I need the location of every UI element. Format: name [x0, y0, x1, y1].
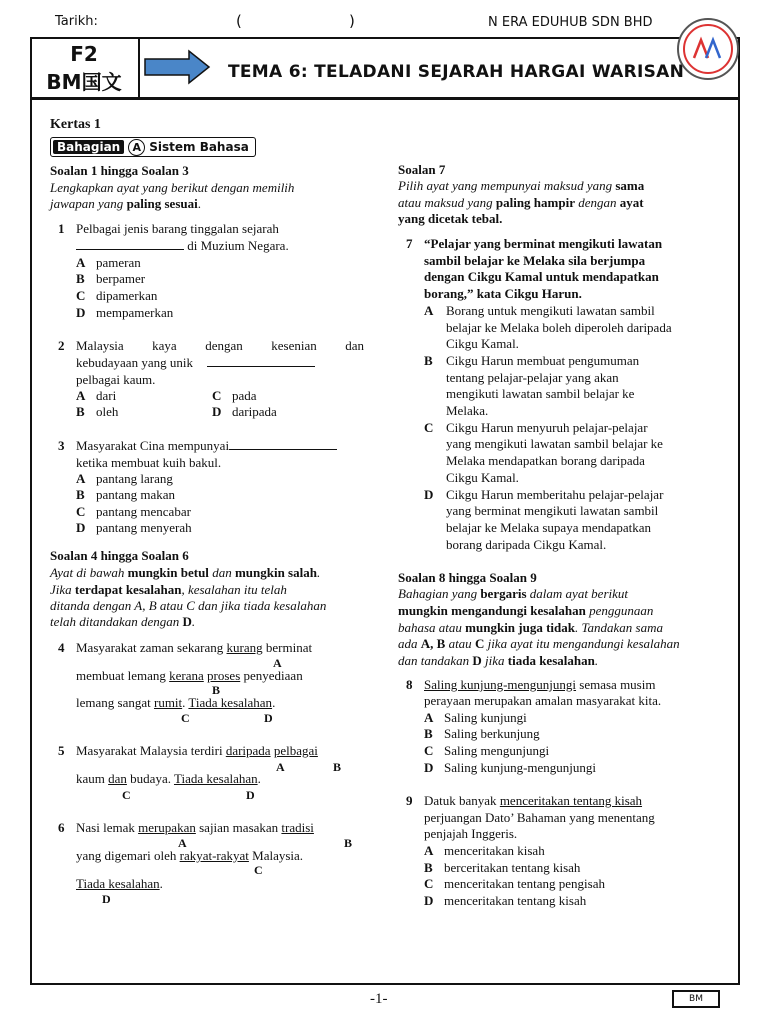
q1-option-b[interactable]: B berpamer	[76, 271, 146, 286]
q1-line2: di Muzium Negara.	[76, 238, 289, 254]
q3-option-c[interactable]: C pantang mencabar	[76, 504, 191, 519]
s1-heading: Soalan 1 hingga Soalan 3	[50, 163, 189, 178]
q3-line1: Masyarakat Cina mempunyai	[76, 438, 337, 454]
date-label: Tarikh:	[55, 14, 98, 29]
q5-mark-d: D	[246, 788, 255, 802]
q7-stem-2: sambil belajar ke Melaka sila berjumpa	[424, 253, 646, 268]
q9-option-d[interactable]: D menceritakan tentang kisah	[424, 893, 587, 908]
q1-line1: Pelbagai jenis barang tinggalan sejarah	[76, 221, 279, 236]
q8-option-b[interactable]: B Saling berkunjung	[424, 726, 540, 741]
q5-line2: kaum dan budaya. Tiada kesalahan.	[76, 771, 261, 786]
answer-blank[interactable]	[229, 438, 337, 450]
bahagian-badge	[50, 137, 256, 157]
s4-heading: Soalan 4 hingga Soalan 6	[50, 548, 189, 563]
q6-line2: yang digemari oleh rakyat-rakyat Malaysia.	[76, 848, 304, 863]
page-title: TEMA 6: TELADANI SEJARAH HARGAI WARISAN	[228, 62, 685, 82]
q9-number: 9	[406, 793, 413, 808]
paren-open: (	[236, 12, 242, 30]
q8-number: 8	[406, 677, 413, 692]
q5-mark-b: B	[333, 760, 342, 774]
q1-number: 1	[58, 221, 65, 236]
q4-mark-c: C	[181, 711, 190, 725]
q2-line1: Malaysia kaya dengan kesenian dan	[76, 338, 364, 353]
q1-option-a[interactable]: A pameran	[76, 255, 141, 270]
kertas-label: Kertas 1	[50, 117, 101, 132]
q7-option-b-2[interactable]: tentang pelajar-pelajar yang akan	[446, 370, 619, 385]
q2-option-a[interactable]: A dari	[76, 388, 117, 403]
q7-option-a-2[interactable]: belajar ke Melaka boleh diperoleh daripada	[446, 320, 672, 335]
q4-mark-a: A	[273, 656, 282, 670]
q3-line2: ketika membuat kuih bakul.	[76, 455, 222, 470]
q5-segment-d[interactable]: Tiada kesalahan	[173, 771, 258, 786]
q8-line1: Saling kunjung-mengunjungi semasa musim	[424, 677, 656, 692]
q4-line3: lemang sangat rumit. Tiada kesalahan.	[76, 695, 276, 710]
q7-option-c-3[interactable]: Melaka mendapatkan borang daripada	[446, 453, 645, 468]
s8-instr-3: bahasa atau mungkin juga tidak. Tandakan sama	[398, 620, 664, 635]
q7-number: 7	[406, 236, 413, 251]
q4-mark-d: D	[264, 711, 273, 725]
q3-option-b[interactable]: B pantang makan	[76, 487, 176, 502]
q4-mark-b: B	[212, 683, 221, 697]
s8-instr-5: dan tandakan D jika tiada kesalahan.	[398, 653, 599, 668]
q7-option-b-4[interactable]: Melaka.	[446, 403, 489, 418]
q4-number: 4	[58, 640, 65, 655]
q2-option-d[interactable]: D daripada	[212, 404, 277, 419]
q6-segment-a[interactable]: merupakan	[138, 820, 196, 835]
company-name: N ERA EDUHUB SDN BHD	[488, 15, 653, 30]
q7-option-b-letter[interactable]: B	[424, 353, 433, 368]
q4-line1: Masyarakat zaman sekarang kurang berminat	[76, 640, 313, 655]
s1-instr-2: jawapan yang paling sesuai.	[50, 196, 201, 211]
subject-code-badge: BM	[672, 990, 720, 1008]
sistem-label: Sistem Bahasa	[149, 140, 249, 154]
q3-option-d[interactable]: D pantang menyerah	[76, 520, 192, 535]
s8-heading: Soalan 8 hingga Soalan 9	[398, 570, 537, 585]
q7-option-b-3[interactable]: mengikuti lawatan sambil belajar ke	[446, 386, 635, 401]
s1-instr-1: Lengkapkan ayat yang berikut dengan memilih	[50, 180, 295, 195]
q8-option-c[interactable]: C Saling mengunjungi	[424, 743, 550, 758]
q7-option-c-1[interactable]: Cikgu Harun menyuruh pelajar-pelajar	[446, 420, 648, 435]
q6-segment-c[interactable]: rakyat-rakyat	[179, 848, 249, 863]
q9-line1: Datuk banyak menceritakan tentang kisah	[424, 793, 643, 808]
s7-heading: Soalan 7	[398, 162, 446, 177]
logo-mark-icon	[692, 36, 726, 62]
q2-option-b[interactable]: B oleh	[76, 404, 119, 419]
q7-option-a-letter[interactable]: A	[424, 303, 434, 318]
page-number: -1-	[370, 991, 388, 1007]
q7-option-d-3[interactable]: belajar ke Melaka supaya mendapatkan	[446, 520, 652, 535]
q7-option-d-2[interactable]: yang berminat mengikuti lawatan sambil	[446, 503, 659, 518]
q7-option-a-3[interactable]: Cikgu Kamal.	[446, 336, 519, 351]
q6-mark-b: B	[344, 836, 353, 850]
s7-instr-1: Pilih ayat yang mempunyai maksud yang sama	[398, 178, 645, 193]
q5-mark-c: C	[122, 788, 131, 802]
q4-segment-c[interactable]: rumit	[153, 695, 183, 710]
q8-option-d[interactable]: D Saling kunjung-mengunjungi	[424, 760, 597, 775]
q7-stem-3: dengan Cikgu Kamal untuk mendapatkan	[424, 269, 659, 284]
q6-segment-b[interactable]: tradisi	[281, 820, 314, 835]
q7-option-d-1[interactable]: Cikgu Harun memberitahu pelajar-pelajar	[446, 487, 664, 502]
q6-line3: Tiada kesalahan.	[76, 876, 163, 891]
q4-line2: membuat lemang kerana proses penyediaan	[76, 668, 303, 683]
q7-option-c-letter[interactable]: C	[424, 420, 434, 435]
q6-number: 6	[58, 820, 65, 835]
q1-option-c[interactable]: C dipamerkan	[76, 288, 158, 303]
subject-label: BM国文	[46, 70, 122, 94]
q5-segment-c[interactable]: dan	[108, 771, 127, 786]
q5-segment-a[interactable]: daripada	[225, 743, 271, 758]
q3-option-a[interactable]: A pantang larang	[76, 471, 173, 486]
q7-option-c-2[interactable]: yang mengikuti lawatan sambil belajar ke	[446, 436, 663, 451]
bahagian-tag: Bahagian	[53, 140, 124, 154]
q7-stem-1: “Pelajar yang berminat mengikuti lawatan	[424, 236, 663, 251]
q2-line2: kebudayaan yang unik	[76, 355, 315, 371]
q9-option-a[interactable]: A menceritakan kisah	[424, 843, 545, 858]
s4-instr-1: Ayat di bawah mungkin betul dan mungkin salah.	[50, 565, 321, 580]
q6-line1: Nasi lemak merupakan sajian masakan tradisi	[76, 820, 314, 835]
q7-option-d-letter[interactable]: D	[424, 487, 434, 502]
s8-instr-4: ada A, B atau C jika ayat itu mengandungi kesalahan	[398, 636, 680, 651]
q5-line1: Masyarakat Malaysia terdiri daripada pelbagai	[76, 743, 318, 758]
q6-mark-d: D	[102, 892, 111, 906]
answer-blank[interactable]	[207, 355, 315, 367]
q6-mark-c: C	[254, 863, 263, 877]
grade-label: F2	[70, 42, 98, 66]
q6-mark-a: A	[178, 836, 187, 850]
s8-instr-2: mungkin mengandungi kesalahan penggunaan	[398, 603, 654, 618]
q7-option-a-1[interactable]: Borang untuk mengikuti lawatan sambil	[446, 303, 655, 318]
answer-blank[interactable]	[76, 238, 184, 250]
q3-number: 3	[58, 438, 65, 453]
s7-instr-3: yang dicetak tebal.	[398, 211, 503, 226]
s4-instr-3: ditanda dengan A, B atau C dan jika tiada kesalahan	[50, 598, 327, 613]
q7-option-c-4[interactable]: Cikgu Kamal.	[446, 470, 519, 485]
q4-segment-d[interactable]: Tiada kesalahan	[188, 695, 273, 710]
q7-option-d-4[interactable]: borang daripada Cikgu Kamal.	[446, 537, 607, 552]
bahagian-letter: A	[128, 139, 145, 156]
s4-instr-2: Jika terdapat kesalahan, kesalahan itu telah	[50, 582, 287, 597]
q1-option-d[interactable]: D mempamerkan	[76, 305, 174, 320]
q2-option-c[interactable]: C pada	[212, 388, 257, 403]
q5-segment-b[interactable]: pelbagai	[273, 743, 318, 758]
q2-line3: pelbagai kaum.	[76, 372, 156, 387]
s7-instr-2: atau maksud yang paling hampir dengan ayat	[398, 195, 644, 210]
paren-close: )	[349, 12, 355, 30]
q7-option-b-1[interactable]: Cikgu Harun membuat pengumuman	[446, 353, 640, 368]
q4-segment-a[interactable]: kurang	[226, 640, 263, 655]
q5-number: 5	[58, 743, 65, 758]
q8-option-a[interactable]: A Saling kunjungi	[424, 710, 527, 725]
q5-mark-a: A	[276, 760, 285, 774]
q6-segment-d[interactable]: Tiada kesalahan	[76, 876, 160, 891]
q7-stem-4: borang,” kata Cikgu Harun.	[424, 286, 582, 301]
q9-line3: penjajah Inggeris.	[424, 826, 518, 841]
q8-line2: perayaan merupakan amalan masyarakat kita.	[424, 693, 662, 708]
q2-number: 2	[58, 338, 65, 353]
q9-line2: perjuangan Dato’ Bahaman yang menentang	[424, 810, 655, 825]
q9-option-b[interactable]: B berceritakan tentang kisah	[424, 860, 581, 875]
s8-instr-1: Bahagian yang bergaris dalam ayat berikut	[398, 586, 629, 601]
q4-segment-b[interactable]: kerana	[169, 668, 204, 683]
s4-instr-4: telah ditandakan dengan D.	[50, 614, 196, 629]
grade-box	[30, 37, 140, 100]
q9-option-c[interactable]: C menceritakan tentang pengisah	[424, 876, 605, 891]
arrow-right-icon	[143, 49, 211, 85]
